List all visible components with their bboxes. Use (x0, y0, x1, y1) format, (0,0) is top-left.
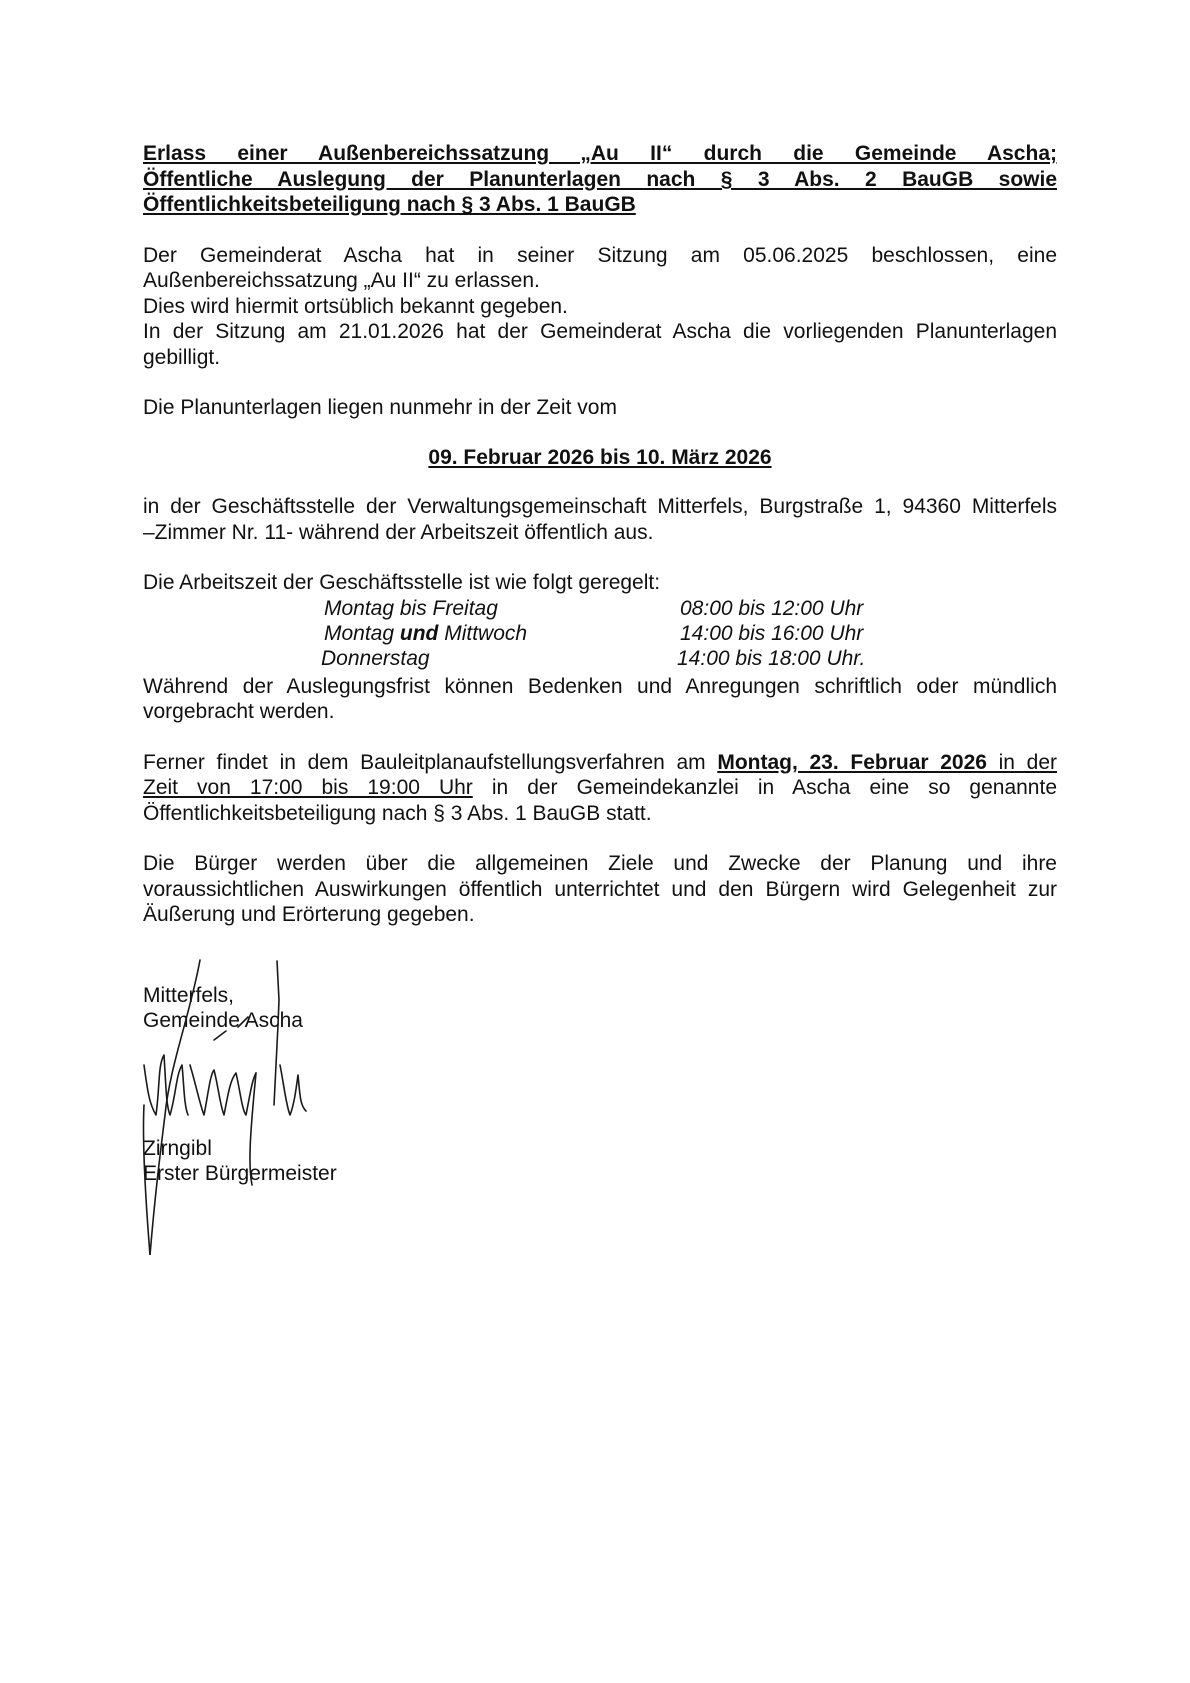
signatory-title: Erster Bürgermeister (143, 1162, 337, 1185)
hours-row (143, 621, 1057, 647)
paragraph-display-period: Die Planunterlagen liegen nunmehr in der Zeit vom (143, 396, 617, 419)
hours-day-part: Montag (324, 621, 400, 645)
spacer (143, 218, 1057, 243)
hours-intro: Die Arbeitszeit der Geschäftsstelle ist wie folgt geregelt: (143, 571, 661, 594)
hours-time: 14:00 bis 16:00 Uhr (680, 621, 864, 645)
paragraph-line: Während der Auslegungsfrist können Bedenken und Anregungen schriftlich oder mündlich (143, 674, 1057, 698)
signature-organization: Gemeinde Ascha (143, 1009, 303, 1032)
paragraph-line: Dies wird hiermit ortsüblich bekannt gegeben. (143, 294, 568, 318)
paragraph-location (143, 494, 1057, 545)
document-heading (143, 141, 1057, 218)
display-date-range: 09. Februar 2026 bis 10. März 2026 (428, 445, 772, 469)
hours-time: 08:00 bis 12:00 Uhr (680, 596, 864, 620)
paragraph-line: Öffentlichkeitsbeteiligung nach § 3 Abs. 1 BauGB statt. (143, 801, 652, 825)
hours-day-emphasis: und (399, 621, 439, 645)
handwritten-signature (130, 955, 330, 1255)
paragraph-line: voraussichtlichen Auswirkungen öffentlich unterrichtet und den Bürgern wird Gelegenheit zur (143, 877, 1057, 901)
spacer (143, 545, 1057, 570)
text-part: in der Gemeindekanzlei in Ascha eine so genannte (472, 776, 1057, 799)
hours-time: 14:00 bis 18:00 Uhr. (677, 646, 866, 670)
signatory-name: Zirngibl (143, 1137, 212, 1160)
document-content (143, 141, 1057, 928)
heading-line-1: Erlass einer Außenbereichssatzung „Au II“ durch die Gemeinde Ascha; (143, 142, 1057, 165)
text-part: Ferner findet in dem Bauleitplanaufstellungsverfahren am (143, 750, 718, 774)
paragraph-line: gebilligt. (143, 345, 221, 369)
spacer (143, 826, 1057, 851)
spacer (143, 421, 1057, 445)
paragraph-line: vorgebracht werden. (143, 700, 335, 723)
paragraph-line: –Zimmer Nr. 11- während der Arbeitszeit öffentlich aus. (143, 520, 654, 544)
hours-row (143, 596, 1057, 622)
hours-day-part: Mittwoch (438, 621, 528, 645)
paragraph-public-participation (143, 750, 1057, 827)
spacer (143, 725, 1057, 750)
paragraph-line: Äußerung und Erörterung gegeben. (143, 903, 475, 926)
paragraph-citizens (143, 851, 1057, 928)
paragraph-line (143, 775, 1057, 801)
heading-line-3: Öffentlichkeitsbeteiligung nach § 3 Abs. 1 BauGB (143, 193, 636, 216)
paragraph-line: Der Gemeinderat Ascha hat in seiner Sitzung am 05.06.2025 beschlossen, eine (143, 243, 1057, 267)
hours-day (324, 621, 527, 647)
paragraph-objections (143, 674, 1057, 725)
paragraph-line: Die Bürger werden über die allgemeinen Ziele und Zwecke der Planung und ihre (143, 852, 1057, 875)
paragraph-line (143, 750, 1057, 776)
office-hours-table (143, 596, 1057, 674)
hours-row (143, 646, 1057, 672)
participation-date: Montag, 23. Februar 2026 (717, 750, 987, 774)
paragraph-line: In der Sitzung am 21.01.2026 hat der Gemeinderat Ascha die vorliegenden Planunterlagen (143, 320, 1057, 343)
paragraph-line: in der Geschäftsstelle der Verwaltungsgemeinschaft Mitterfels, Burgstraße 1, 94360 Mitterfels (143, 495, 1057, 518)
paragraph-resolution (143, 243, 1057, 371)
participation-time: Zeit von 17:00 bis 19:00 Uhr (143, 776, 473, 799)
signature-place: Mitterfels, (143, 984, 235, 1007)
heading-line-2: Öffentliche Auslegung der Planunterlagen nach § 3 Abs. 2 BauGB sowie (143, 167, 1057, 191)
hours-day: Donnerstag (321, 646, 430, 670)
spacer (143, 370, 1057, 395)
paragraph-line: Außenbereichssatzung „Au II“ zu erlassen. (143, 269, 540, 292)
hours-day: Montag bis Freitag (324, 596, 498, 620)
text-part: in der (986, 750, 1057, 774)
spacer (143, 470, 1057, 494)
